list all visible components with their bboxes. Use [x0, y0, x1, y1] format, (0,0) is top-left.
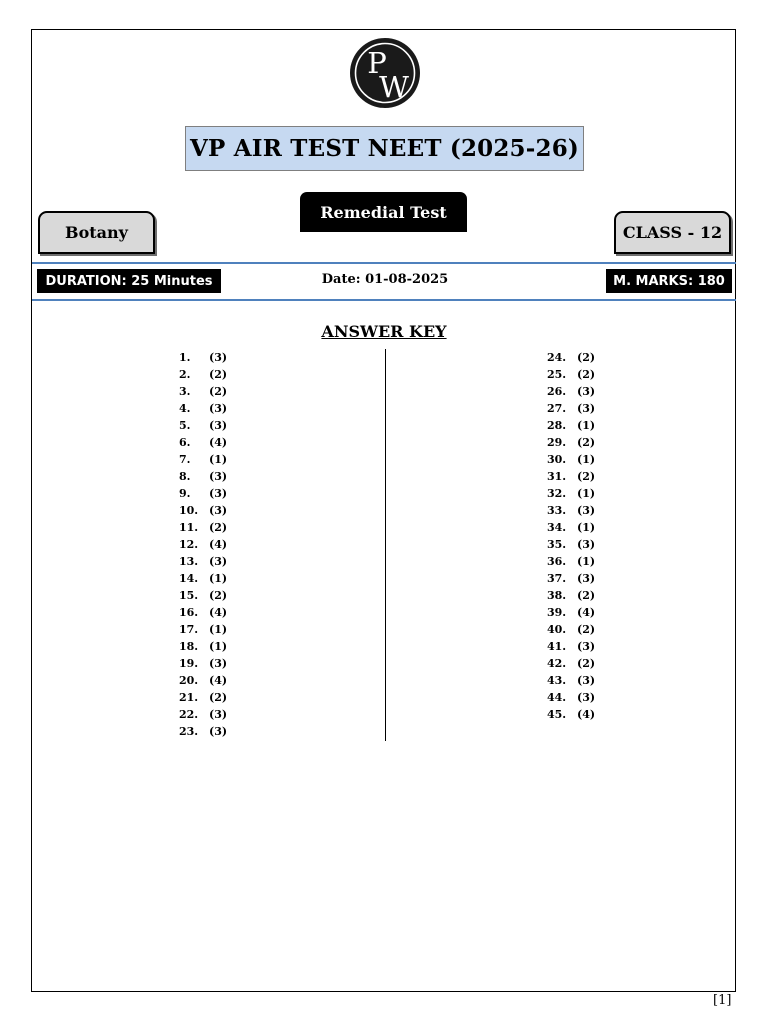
- answer-option: (1): [209, 640, 228, 653]
- question-number: 28.: [547, 419, 567, 432]
- answer-row: [179, 621, 227, 638]
- answer-row: [179, 468, 227, 485]
- question-number: 21.: [179, 691, 199, 704]
- answer-option: (1): [577, 453, 596, 466]
- question-number: 29.: [547, 436, 567, 449]
- date-label: Date: 01-08-2025: [321, 272, 449, 287]
- answer-row: [179, 723, 227, 740]
- answer-row: [547, 434, 595, 451]
- answer-option: (4): [209, 674, 228, 687]
- answer-row: [547, 400, 595, 417]
- answer-row: [547, 672, 595, 689]
- question-number: 13.: [179, 555, 199, 568]
- answer-option: (3): [577, 385, 596, 398]
- question-number: 7.: [179, 453, 191, 466]
- answer-row: [547, 706, 595, 723]
- question-number: 40.: [547, 623, 567, 636]
- question-number: 16.: [179, 606, 199, 619]
- answer-row: [547, 587, 595, 604]
- answer-option: (3): [577, 674, 596, 687]
- question-number: 20.: [179, 674, 199, 687]
- answer-option: (2): [209, 589, 228, 602]
- answer-row: [179, 485, 227, 502]
- answer-option: (1): [209, 572, 228, 585]
- question-number: 11.: [179, 521, 199, 534]
- svg-text:P: P: [367, 46, 387, 80]
- answer-option: (4): [209, 436, 228, 449]
- answer-row: [547, 621, 595, 638]
- question-number: 32.: [547, 487, 567, 500]
- answer-row: [547, 570, 595, 587]
- page-border: [31, 29, 736, 992]
- question-number: 4.: [179, 402, 191, 415]
- answer-row: [547, 451, 595, 468]
- pw-logo: [349, 37, 421, 109]
- answer-option: (2): [577, 589, 596, 602]
- answer-row: [547, 689, 595, 706]
- question-number: 8.: [179, 470, 191, 483]
- svg-text:W: W: [379, 70, 409, 104]
- question-number: 42.: [547, 657, 567, 670]
- answer-row: [179, 519, 227, 536]
- answer-option: (2): [577, 470, 596, 483]
- question-number: 5.: [179, 419, 191, 432]
- answer-row: [547, 485, 595, 502]
- question-number: 41.: [547, 640, 567, 653]
- answer-row: [179, 706, 227, 723]
- question-number: 3.: [179, 385, 191, 398]
- answer-row: [547, 519, 595, 536]
- answer-option: (4): [577, 606, 596, 619]
- question-number: 22.: [179, 708, 199, 721]
- answer-row: [547, 638, 595, 655]
- question-number: 25.: [547, 368, 567, 381]
- answer-option: (2): [577, 436, 596, 449]
- answer-row: [179, 689, 227, 706]
- answer-option: (2): [577, 623, 596, 636]
- answer-option: (2): [209, 385, 228, 398]
- answer-row: [547, 349, 595, 366]
- question-number: 19.: [179, 657, 199, 670]
- answer-option: (3): [209, 351, 228, 364]
- answer-row: [547, 502, 595, 519]
- answer-option: (4): [209, 606, 228, 619]
- answer-row: [547, 536, 595, 553]
- question-number: 37.: [547, 572, 567, 585]
- answer-option: (2): [577, 368, 596, 381]
- question-number: 27.: [547, 402, 567, 415]
- question-number: 12.: [179, 538, 199, 551]
- answer-row: [179, 638, 227, 655]
- question-number: 43.: [547, 674, 567, 687]
- question-number: 17.: [179, 623, 199, 636]
- answer-column-right: [547, 349, 595, 723]
- answer-row: [179, 502, 227, 519]
- question-number: 15.: [179, 589, 199, 602]
- answer-option: (1): [209, 453, 228, 466]
- test-type-label: Remedial Test: [300, 192, 467, 232]
- answer-option: (2): [209, 368, 228, 381]
- answer-option: (1): [577, 487, 596, 500]
- answer-option: (3): [209, 708, 228, 721]
- bottom-rule: [32, 299, 736, 301]
- answer-row: [179, 417, 227, 434]
- subject-tab: Botany: [38, 211, 155, 254]
- answer-row: [547, 553, 595, 570]
- answer-option: (2): [577, 657, 596, 670]
- question-number: 14.: [179, 572, 199, 585]
- answer-option: (3): [209, 657, 228, 670]
- answer-option: (3): [209, 470, 228, 483]
- answer-option: (1): [209, 623, 228, 636]
- question-number: 39.: [547, 606, 567, 619]
- answer-row: [547, 366, 595, 383]
- answer-option: (3): [209, 725, 228, 738]
- answer-option: (3): [209, 555, 228, 568]
- top-rule: [32, 262, 736, 264]
- question-number: 38.: [547, 589, 567, 602]
- answer-option: (3): [577, 538, 596, 551]
- answer-row: [179, 672, 227, 689]
- answer-option: (3): [577, 640, 596, 653]
- duration-label: DURATION: 25 Minutes: [37, 269, 221, 293]
- answer-column-left: [179, 349, 227, 740]
- answer-option: (3): [577, 691, 596, 704]
- answer-option: (3): [209, 487, 228, 500]
- answer-row: [179, 536, 227, 553]
- answer-key-heading: ANSWER KEY: [321, 322, 447, 341]
- question-number: 36.: [547, 555, 567, 568]
- max-marks-label: M. MARKS: 180: [606, 269, 732, 293]
- page-number: [1]: [713, 993, 732, 1008]
- answer-option: (2): [209, 521, 228, 534]
- question-number: 30.: [547, 453, 567, 466]
- answer-option: (1): [577, 521, 596, 534]
- answer-option: (3): [209, 402, 228, 415]
- question-number: 18.: [179, 640, 199, 653]
- answer-row: [179, 383, 227, 400]
- answer-option: (3): [577, 402, 596, 415]
- test-title: VP AIR TEST NEET (2025-26): [185, 126, 584, 171]
- answer-row: [547, 604, 595, 621]
- question-number: 6.: [179, 436, 191, 449]
- answer-row: [547, 468, 595, 485]
- answer-option: (3): [209, 504, 228, 517]
- answer-row: [179, 570, 227, 587]
- question-number: 35.: [547, 538, 567, 551]
- answer-row: [179, 655, 227, 672]
- question-number: 34.: [547, 521, 567, 534]
- answer-row: [179, 451, 227, 468]
- answer-option: (3): [209, 419, 228, 432]
- question-number: 1.: [179, 351, 191, 364]
- answer-option: (4): [209, 538, 228, 551]
- answer-option: (1): [577, 419, 596, 432]
- answer-row: [547, 417, 595, 434]
- question-number: 9.: [179, 487, 191, 500]
- answer-option: (2): [209, 691, 228, 704]
- question-number: 44.: [547, 691, 567, 704]
- answer-row: [179, 604, 227, 621]
- answer-option: (3): [577, 504, 596, 517]
- answer-row: [179, 349, 227, 366]
- answer-row: [179, 587, 227, 604]
- question-number: 23.: [179, 725, 199, 738]
- answer-option: (2): [577, 351, 596, 364]
- class-tab: CLASS - 12: [614, 211, 731, 254]
- column-divider: [385, 349, 386, 741]
- answer-row: [547, 655, 595, 672]
- answer-row: [547, 383, 595, 400]
- question-number: 45.: [547, 708, 567, 721]
- question-number: 10.: [179, 504, 199, 517]
- question-number: 26.: [547, 385, 567, 398]
- question-number: 31.: [547, 470, 567, 483]
- answer-option: (4): [577, 708, 596, 721]
- answer-row: [179, 553, 227, 570]
- answer-row: [179, 366, 227, 383]
- question-number: 33.: [547, 504, 567, 517]
- answer-row: [179, 400, 227, 417]
- answer-option: (3): [577, 572, 596, 585]
- question-number: 24.: [547, 351, 567, 364]
- question-number: 2.: [179, 368, 191, 381]
- answer-row: [179, 434, 227, 451]
- answer-option: (1): [577, 555, 596, 568]
